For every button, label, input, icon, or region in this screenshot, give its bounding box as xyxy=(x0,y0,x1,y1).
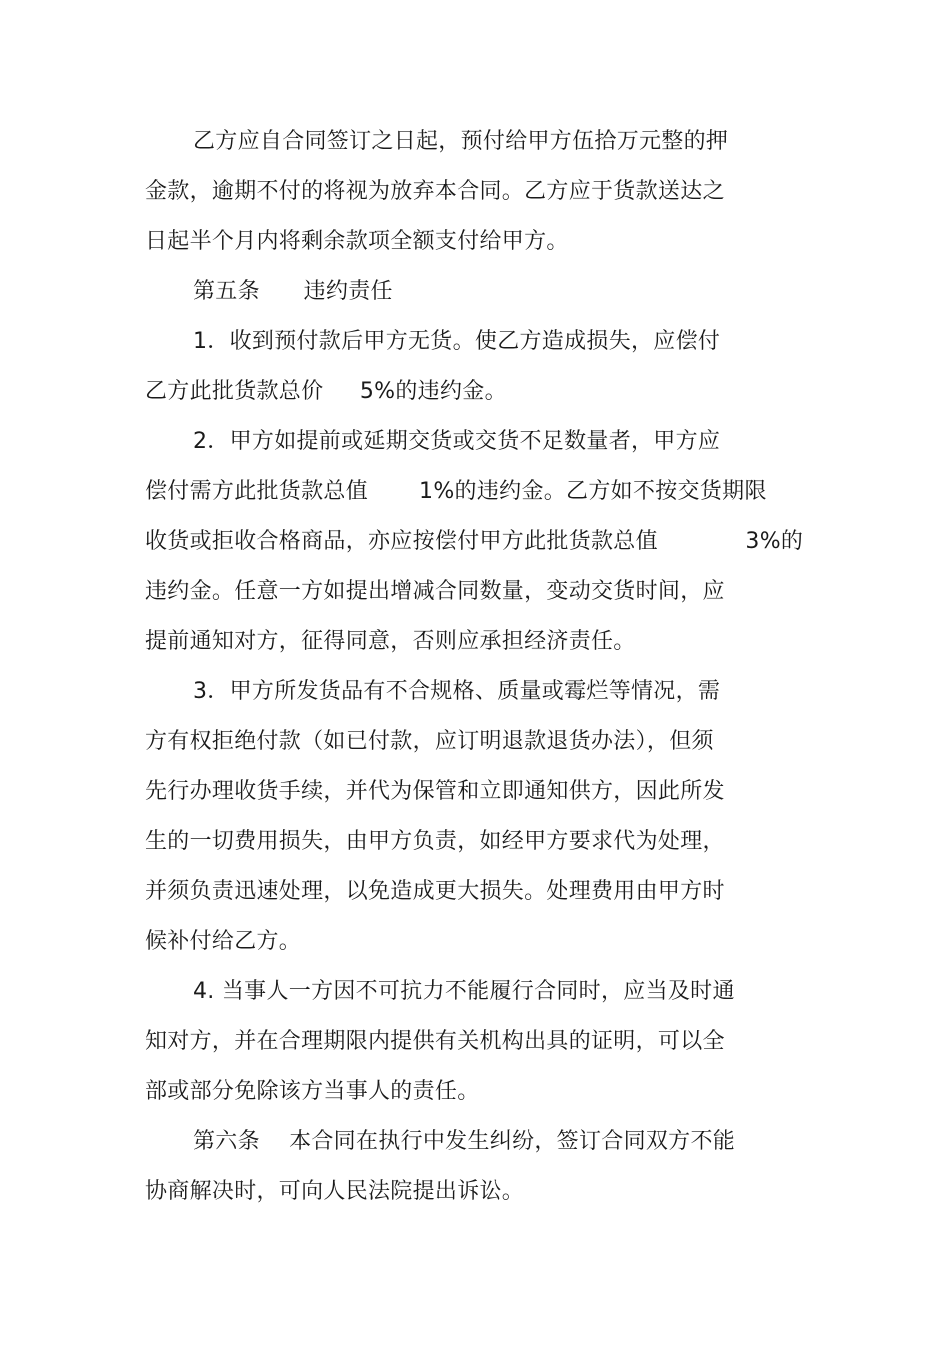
text-line: 3．甲方所发货品有不合规格、质量或霉烂等情况，需 xyxy=(193,679,721,704)
text-line: 协商解决时，可向人民法院提出诉讼。 xyxy=(145,1179,525,1204)
text-line: 2．甲方如提前或延期交货或交货不足数量者，甲方应 xyxy=(193,429,721,454)
text-line: 知对方，并在合理期限内提供有关机构出具的证明，可以全 xyxy=(145,1029,725,1054)
text-line: 1．收到预付款后甲方无货。使乙方造成损失，应偿付 xyxy=(193,329,721,354)
text-line: 违约金。任意一方如提出增减合同数量，变动交货时间，应 xyxy=(145,579,725,604)
text-line: 偿付需方此批货款总值 1%的违约金。乙方如不按交货期限 xyxy=(145,479,767,504)
text-line: 方有权拒绝付款（如已付款，应订明退款退货办法），但须 xyxy=(145,729,714,754)
text-line: 日起半个月内将剩余款项全额支付给甲方。 xyxy=(145,229,569,254)
text-line: 金款，逾期不付的将视为放弃本合同。乙方应于货款送达之 xyxy=(145,179,725,204)
text-line: 部或部分免除该方当事人的责任。 xyxy=(145,1079,480,1104)
text-line: 并须负责迅速处理，以免造成更大损失。处理费用由甲方时 xyxy=(145,879,725,904)
article-heading: 第五条 违约责任 xyxy=(193,279,393,304)
text-line: 先行办理收货手续，并代为保管和立即通知供方，因此所发 xyxy=(145,779,725,804)
text-line: 乙方应自合同签订之日起，预付给甲方伍拾万元整的押 xyxy=(193,129,729,154)
text-line: 4. 当事人一方因不可抗力不能履行合同时，应当及时通 xyxy=(193,979,735,1004)
text-line: 生的一切费用损失，由甲方负责，如经甲方要求代为处理， xyxy=(145,829,725,854)
text-line: 收货或拒收合格商品，亦应按偿付甲方此批货款总值 3%的 xyxy=(145,529,804,554)
text-line: 提前通知对方，征得同意，否则应承担经济责任。 xyxy=(145,629,636,654)
text-line: 乙方此批货款总价 5%的违约金。 xyxy=(145,379,507,404)
text-line: 候补付给乙方。 xyxy=(145,929,302,954)
text-line: 第六条 本合同在执行中发生纠纷，签订合同双方不能 xyxy=(193,1129,736,1154)
